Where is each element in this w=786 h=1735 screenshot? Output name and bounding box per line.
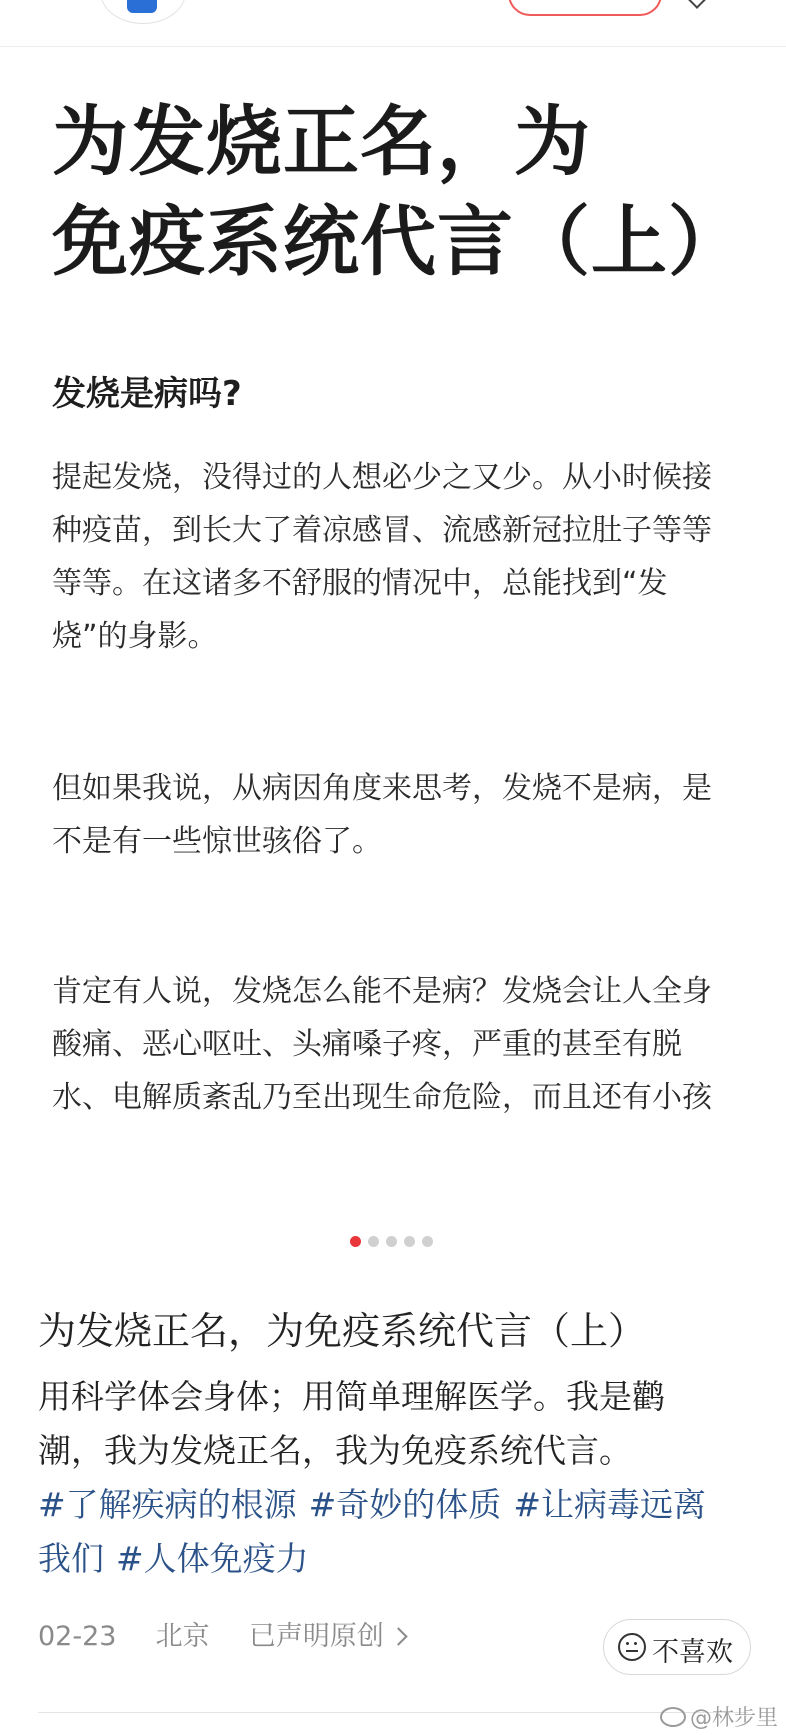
neutral-face-icon: [618, 1633, 646, 1661]
weibo-logo-icon: [660, 1707, 686, 1727]
paragraph-line: 肯定有人说，发烧怎么能不是病？发烧会让人全身: [52, 974, 712, 1009]
paragraph-line: 等等。在这诸多不舒服的情况中，总能找到“发: [52, 566, 668, 601]
card-title-line-2: 免疫系统代言（上）: [52, 197, 745, 286]
paragraph-line: 烧”的身影。: [52, 619, 218, 654]
card-title: [52, 92, 745, 292]
follow-button[interactable]: [508, 0, 662, 16]
post-location: 北京: [155, 1621, 210, 1652]
hashtag-line-2: [38, 1532, 758, 1586]
chevron-right-icon: [389, 1627, 407, 1645]
paragraph-line: 种疫苗，到长大了着凉感冒、流感新冠拉肚子等等: [52, 513, 712, 548]
divider: [38, 1712, 748, 1713]
post-meta: [38, 1614, 405, 1653]
hashtag-link[interactable]: #让病毒远离: [513, 1485, 706, 1524]
dislike-label: 不喜欢: [652, 1637, 733, 1668]
carousel-dot[interactable]: [404, 1236, 415, 1247]
hashtag-link[interactable]: #人体免疫力: [116, 1539, 309, 1578]
paragraph-line: 但如果我说，从病因角度来思考，发烧不是病，是: [52, 771, 712, 806]
hashtag-link[interactable]: 我们: [38, 1539, 104, 1578]
dislike-button[interactable]: [603, 1619, 751, 1675]
paragraph-line: 不是有一些惊世骇俗了。: [52, 824, 382, 859]
watermark-text: @林步里: [690, 1706, 779, 1731]
carousel-dot-active[interactable]: [350, 1236, 361, 1247]
hashtag-list: [38, 1478, 758, 1586]
hashtag-link[interactable]: #奇妙的体质: [308, 1485, 502, 1524]
chevron-down-icon[interactable]: [687, 0, 707, 9]
post-body-line: 潮，我为发烧正名，我为免疫系统代言。: [38, 1431, 632, 1470]
carousel-dot[interactable]: [386, 1236, 397, 1247]
carousel-dot[interactable]: [368, 1236, 379, 1247]
avatar-image: [127, 0, 157, 13]
post-date: 02-23: [38, 1621, 117, 1652]
original-claim-label: 已声明原创: [248, 1621, 384, 1652]
original-claim-link[interactable]: [249, 1621, 405, 1652]
card-title-line-1: 为发烧正名，为: [52, 97, 591, 186]
avatar[interactable]: [100, 0, 186, 24]
card-paragraph-3: [52, 965, 742, 1124]
hashtag-line-1: [38, 1478, 758, 1532]
paragraph-line: 酸痛、恶心呕吐、头痛嗓子疼，严重的甚至有脱: [52, 1027, 682, 1062]
card-subheading: 发烧是病吗?: [52, 374, 242, 414]
paragraph-line: 提起发烧，没得过的人想必少之又少。从小时候接: [52, 460, 712, 495]
top-bar: [0, 0, 786, 47]
carousel-dot[interactable]: [422, 1236, 433, 1247]
paragraph-line: 水、电解质紊乱乃至出现生命危险，而且还有小孩: [52, 1080, 712, 1115]
hashtag-link[interactable]: #了解疾病的根源: [38, 1485, 297, 1524]
post-body-line: 用科学体会身体；用简单理解医学。我是鹳: [38, 1377, 665, 1416]
card-paragraph-1: [52, 451, 742, 663]
post-title: 为发烧正名，为免疫系统代言（上）: [38, 1309, 647, 1353]
watermark: [660, 1701, 778, 1732]
post-body: [38, 1370, 758, 1478]
card-paragraph-2: [52, 762, 742, 868]
